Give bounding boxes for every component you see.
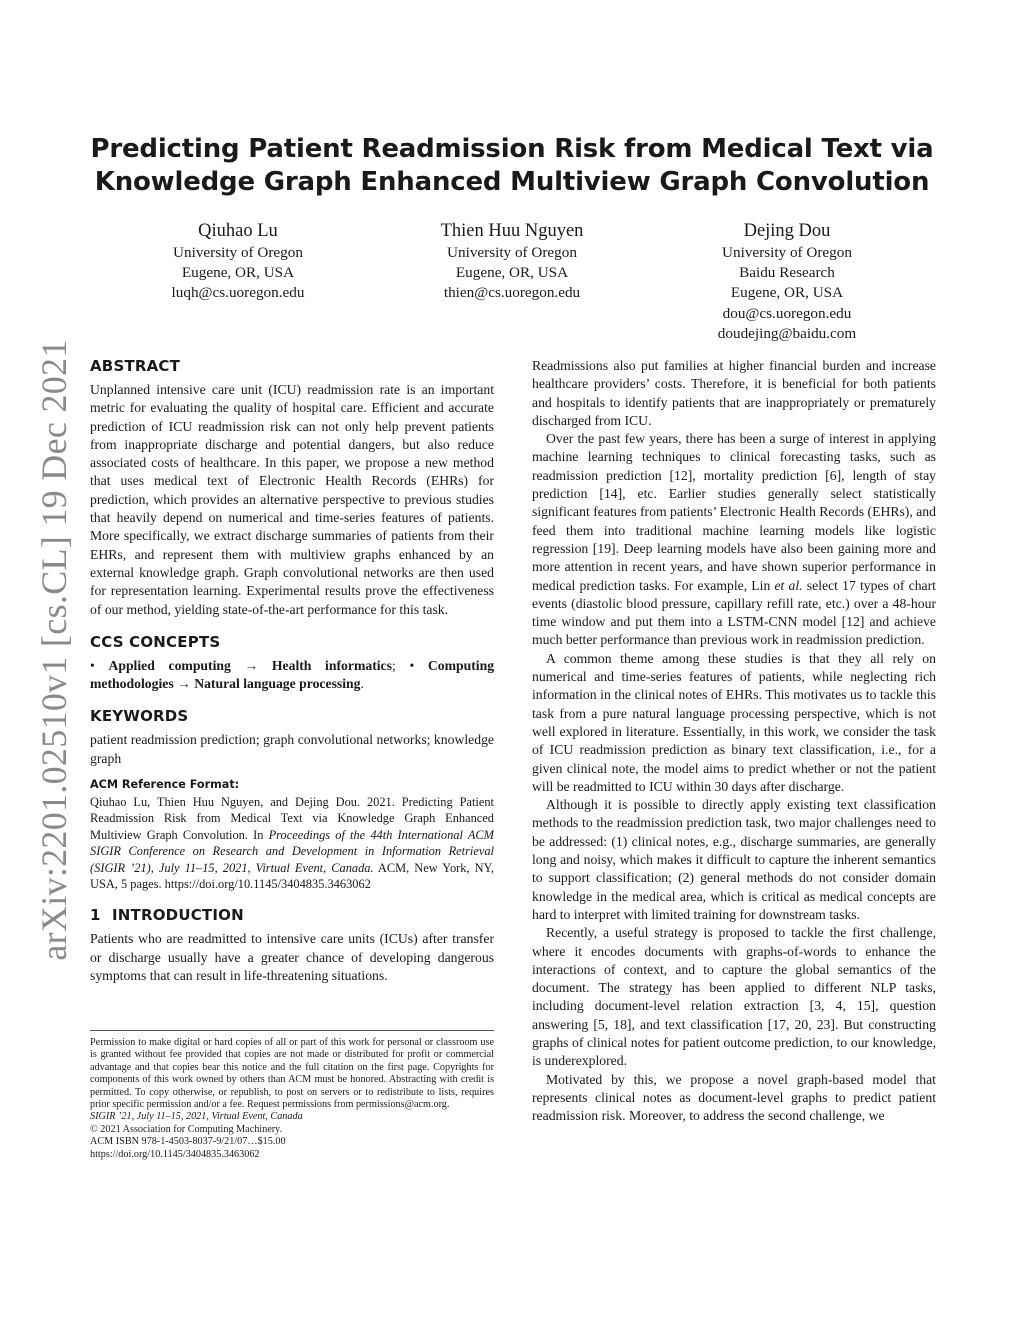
intro-heading: [90, 906, 494, 924]
ccs-separator: ;: [391, 657, 396, 673]
title-line-1: Predicting Patient Readmission Risk from Medical Text via: [90, 134, 934, 164]
intro-paragraph: A common theme among these studies is that they all rely on numerical and time-series features of patients, while neglecting rich information in the clinical notes of EHRs. This motivates us to tackle this task from a pure natural language processing perspective, which is not well explored in literature. Essentially, in this work, we consider the task of ICU readmission prediction as binary text classification, i.e., for a given clinical note, the model aims to predict whether or not the patient will be readmitted to ICU within 30 days after discharge.: [532, 650, 936, 794]
author-affiliation: University of Oregon: [447, 244, 577, 261]
arrow-icon: →: [244, 657, 259, 673]
section-title: INTRODUCTION: [112, 906, 244, 925]
author-email-2: doudejing@baidu.com: [717, 324, 857, 342]
intro-paragraph: Readmissions also put families at higher financial burden and increase healthcare providers’ costs. Therefore, it is beneficial for both patients and hospitals to identify patients that are inappropriately or prematurely discharged from ICU.: [532, 358, 936, 428]
abstract-heading: ABSTRACT: [90, 357, 181, 375]
permission-notice: Permission to make digital or hard copies of all or part of this work for personal or classroom use is granted without fee provided that copies are not made or distributed for profit or commercial advantage and that copies bear this notice and the full citation on the first page. Copyrights for components of this work owned by others than ACM must be honored. Abstracting with credit is permitted. To copy otherwise, or republish, to post on servers or to redistribute to lists, requires prior specific permission and/or a fee. Request permissions from permissions@acm.org.: [90, 1037, 494, 1111]
author-block-3: [637, 220, 937, 344]
reference-text: [90, 794, 494, 892]
copyright-line: © 2021 Association for Computing Machinery.: [90, 1123, 283, 1135]
author-affiliation-2: Baidu Research: [739, 264, 835, 282]
reference-part: ACM, New York, NY, USA, 5 pages. https://doi.org/10.1145/3404835.3463062: [90, 860, 495, 892]
footnote-rule: [90, 1030, 494, 1031]
intro-italic: et al.: [774, 577, 803, 593]
intro-paragraph: Recently, a useful strategy is proposed to tackle the first challenge, where it encodes documents with graphs-of-words to enhance the interactions of context, and to capture the global semantics of the document. The strategy has been applied to different NLP tasks, including document-level relation extraction [3, 4, 15], question answering [5, 18], and text classification [17, 20, 23]. But constructing graphs of clinical notes for patient outcome prediction, to our knowledge, is underexplored.: [532, 925, 936, 1069]
reference-proceedings: Proceedings of the 44th International ACM SIGIR Conference on Research and Development in Information Retrieval (SIGIR ’21), July 11–15, 2021, Virtual Event, Canada.: [90, 827, 495, 875]
ccs-item: Health informatics: [271, 657, 392, 673]
intro-paragraph: [532, 430, 936, 650]
ccs-heading: CCS CONCEPTS: [90, 632, 221, 651]
paper-title: [0, 133, 1024, 199]
intro-paragraph: Motivated by this, we propose a novel graph-based model that represents clinical notes as document-level graphs to predict patient readmission risk. Moreover, to address the second challenge, we: [532, 1071, 936, 1124]
reference-heading: ACM Reference Format:: [90, 778, 240, 792]
intro-text: select 17 types of chart events (diastolic blood pressure, capillary refill rate, etc.) over a 48-hour time window and put them into a LSTM-CNN model [12] and achieve much better performance than previous work in readmission prediction.: [532, 577, 936, 648]
author-location: Eugene, OR, USA: [181, 264, 295, 282]
author-location: Eugene, OR, USA: [730, 284, 844, 302]
author-name: Dejing Dou: [743, 221, 831, 241]
arxiv-stamp: arXiv:2201.02510v1 [cs.CL] 19 Dec 2021: [34, 339, 74, 961]
intro-paragraph: Although it is possible to directly apply existing text classification methods to the readmission prediction task, two major challenges need to be addressed: (1) clinical notes, e.g., discharge summaries, are generally long and noisy, which makes it difficult to capture the inherent semantics to support classification; (2) general methods do not consider domain knowledge in the medical area, which is critical as medical concepts are hard to interpret with limited training for downstream tasks.: [532, 797, 936, 922]
venue-line: SIGIR ’21, July 11–15, 2021, Virtual Event, Canada: [90, 1111, 303, 1123]
keywords-heading: KEYWORDS: [90, 707, 189, 726]
reference-part: Qiuhao Lu, Thien Huu Nguyen, and Dejing Dou. 2021. Predicting Patient Readmission Risk from Medical Text via Knowledge Graph Enhanced Multiview Graph Convolution. In: [90, 795, 494, 842]
keywords-text: patient readmission prediction; graph convolutional networks; knowledge graph: [90, 732, 494, 766]
author-email: luqh@cs.uoregon.edu: [171, 284, 305, 302]
author-affiliation: University of Oregon: [722, 244, 852, 261]
ccs-end: .: [360, 676, 364, 692]
title-line-2: Knowledge Graph Enhanced Multiview Graph Convolution: [94, 167, 930, 197]
abstract-text: Unplanned intensive care unit (ICU) readmission rate is an important metric for evaluating the quality of hospital care. Efficient and accurate prediction of ICU readmission risk can not only help prevent patients from inappropriate discharge and potential dangers, but also reduce associated costs of healthcare. In this paper, we propose a new method that uses medical text of Electronic Health Records (EHRs) for prediction, which provides an alternative perspective to previous studies that heavily depend on numerical and time-series features of patients. More specifically, we extract discharge summaries of patients from their EHRs, and represent them with multiview graphs enhanced by an external knowledge graph. Graph convolutional networks are then used for representation learning. Experimental results prove the effectiveness of our method, yielding state-of-the-art performance for this task.: [90, 382, 494, 617]
author-block-1: [88, 220, 388, 304]
intro-text: Over the past few years, there has been a surge of interest in applying machine learning techniques to clinical forecasting tasks, such as readmission prediction [12], mortality prediction [6], length of stay prediction [14], etc. Earlier studies generally select statistically significant features from patients’ Electronic Health Records (EHRs), and feed them into traditional machine learning models like logistic regression [19]. Deep learning models have also been gaining more and more attention in recent years, and have shown superior performance in medical prediction tasks. For example, Lin: [532, 431, 936, 593]
author-email: thien@cs.uoregon.edu: [443, 284, 581, 302]
author-email: dou@cs.uoregon.edu: [722, 304, 852, 322]
doi-line: https://doi.org/10.1145/3404835.3463062: [90, 1148, 260, 1160]
author-location: Eugene, OR, USA: [455, 264, 569, 282]
ccs-item: Computing methodologies: [90, 657, 495, 692]
ccs-item: Natural language processing: [194, 676, 361, 692]
ccs-bullet: •: [409, 657, 415, 673]
arrow-icon: →: [177, 676, 191, 692]
intro-paragraph: Patients who are readmitted to intensive care units (ICUs) after transfer or discharge usually have a greater chance of developing dangerous symptoms that can result in life-threatening situations.: [90, 931, 494, 984]
author-block-2: [362, 220, 662, 304]
ccs-concepts: [90, 657, 494, 694]
ccs-item: Applied computing: [108, 657, 231, 673]
author-name: Thien Huu Nguyen: [440, 221, 584, 241]
footnote: [90, 1030, 494, 1161]
left-column: [90, 357, 494, 985]
author-affiliation: University of Oregon: [173, 244, 303, 261]
section-number: 1: [90, 906, 101, 925]
author-name: Qiuhao Lu: [198, 221, 278, 241]
right-column: [532, 357, 936, 1125]
ccs-bullet: •: [90, 657, 95, 673]
isbn-line: ACM ISBN 978-1-4503-8037-9/21/07…$15.00: [90, 1136, 286, 1148]
